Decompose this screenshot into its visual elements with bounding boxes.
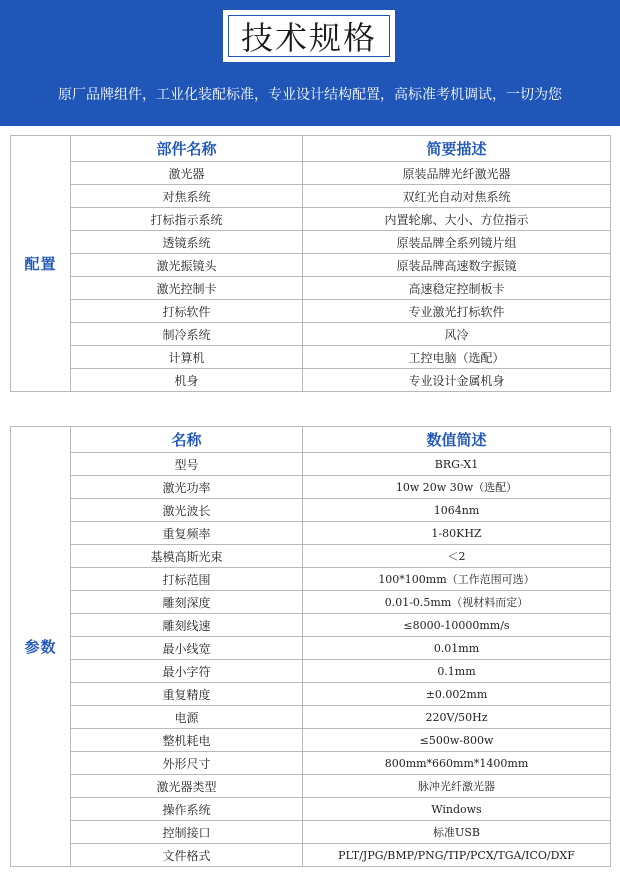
table-row bbox=[11, 752, 611, 775]
table-row bbox=[11, 277, 611, 300]
params-row-name: 重复精度 bbox=[71, 683, 303, 706]
table-row bbox=[11, 323, 611, 346]
params-row-value: 1-80KHZ bbox=[303, 522, 611, 545]
config-column-header: 简要描述 bbox=[303, 136, 611, 162]
table-row bbox=[11, 369, 611, 392]
params-table bbox=[10, 426, 611, 867]
params-row-name: 文件格式 bbox=[71, 844, 303, 867]
params-row-value: 0.01mm bbox=[303, 637, 611, 660]
params-row-name: 雕刻深度 bbox=[71, 591, 303, 614]
title-frame bbox=[223, 10, 395, 62]
table-row bbox=[11, 637, 611, 660]
params-row-name: 最小线宽 bbox=[71, 637, 303, 660]
table-row bbox=[11, 254, 611, 277]
params-row-name: 重复频率 bbox=[71, 522, 303, 545]
table-row bbox=[11, 729, 611, 752]
params-row-value: ≤8000-10000mm/s bbox=[303, 614, 611, 637]
params-row-name: 外形尺寸 bbox=[71, 752, 303, 775]
config-section-label: 配置 bbox=[11, 136, 71, 392]
params-row-value: 脉冲光纤激光器 bbox=[303, 775, 611, 798]
table-row bbox=[11, 844, 611, 867]
params-row-value: 0.01-0.5mm（视材料而定） bbox=[303, 591, 611, 614]
params-row-name: 操作系统 bbox=[71, 798, 303, 821]
params-row-value: ±0.002mm bbox=[303, 683, 611, 706]
table-row bbox=[11, 821, 611, 844]
config-row-value: 专业激光打标软件 bbox=[303, 300, 611, 323]
params-row-name: 型号 bbox=[71, 453, 303, 476]
config-row-name: 激光器 bbox=[71, 162, 303, 185]
config-row-value: 原装品牌光纤激光器 bbox=[303, 162, 611, 185]
table-row bbox=[11, 300, 611, 323]
table-row bbox=[11, 660, 611, 683]
params-row-value: 220V/50Hz bbox=[303, 706, 611, 729]
params-row-value: 0.1mm bbox=[303, 660, 611, 683]
config-row-value: 工控电脑（选配） bbox=[303, 346, 611, 369]
params-row-value: PLT/JPG/BMP/PNG/TIP/PCX/TGA/ICO/DXF bbox=[303, 844, 611, 867]
table-row bbox=[11, 706, 611, 729]
config-row-name: 计算机 bbox=[71, 346, 303, 369]
params-row-name: 控制接口 bbox=[71, 821, 303, 844]
config-row-value: 原装品牌全系列镜片组 bbox=[303, 231, 611, 254]
table-row bbox=[11, 568, 611, 591]
params-header-row bbox=[11, 427, 611, 453]
params-row-name: 最小字符 bbox=[71, 660, 303, 683]
params-row-name: 雕刻线速 bbox=[71, 614, 303, 637]
config-row-value: 双红光自动对焦系统 bbox=[303, 185, 611, 208]
config-row-value: 风冷 bbox=[303, 323, 611, 346]
table-row bbox=[11, 775, 611, 798]
params-row-value: 标准USB bbox=[303, 821, 611, 844]
params-row-value: 800mm*660mm*1400mm bbox=[303, 752, 611, 775]
table-row bbox=[11, 499, 611, 522]
table-row bbox=[11, 185, 611, 208]
params-row-value: ＜2 bbox=[303, 545, 611, 568]
params-row-name: 激光波长 bbox=[71, 499, 303, 522]
params-row-value: Windows bbox=[303, 798, 611, 821]
config-table bbox=[10, 135, 611, 392]
params-row-value: 1064nm bbox=[303, 499, 611, 522]
table-row bbox=[11, 545, 611, 568]
params-row-name: 基模高斯光束 bbox=[71, 545, 303, 568]
config-row-value: 内置轮廓、大小、方位指示 bbox=[303, 208, 611, 231]
page-title: 技术规格 bbox=[228, 15, 390, 57]
header-banner bbox=[0, 0, 620, 126]
params-column-header: 数值简述 bbox=[303, 427, 611, 453]
config-row-name: 机身 bbox=[71, 369, 303, 392]
table-row bbox=[11, 591, 611, 614]
params-row-value: BRG-X1 bbox=[303, 453, 611, 476]
table-row bbox=[11, 208, 611, 231]
table-row bbox=[11, 231, 611, 254]
config-row-name: 打标软件 bbox=[71, 300, 303, 323]
table-row bbox=[11, 522, 611, 545]
table-row bbox=[11, 346, 611, 369]
table-row bbox=[11, 798, 611, 821]
table-row bbox=[11, 162, 611, 185]
config-row-name: 激光控制卡 bbox=[71, 277, 303, 300]
params-column-header: 名称 bbox=[71, 427, 303, 453]
params-row-name: 电源 bbox=[71, 706, 303, 729]
config-row-value: 专业设计金属机身 bbox=[303, 369, 611, 392]
config-header-row bbox=[11, 136, 611, 162]
config-row-name: 激光振镜头 bbox=[71, 254, 303, 277]
config-row-name: 制冷系统 bbox=[71, 323, 303, 346]
config-column-header: 部件名称 bbox=[71, 136, 303, 162]
params-row-value: ≤500w-800w bbox=[303, 729, 611, 752]
table-row bbox=[11, 614, 611, 637]
config-row-name: 对焦系统 bbox=[71, 185, 303, 208]
params-section-label: 参数 bbox=[11, 427, 71, 867]
banner-subtitle: 原厂品牌组件，工业化装配标准，专业设计结构配置，高标准考机调试，一切为您 bbox=[58, 87, 562, 103]
config-row-value: 原装品牌高速数字振镜 bbox=[303, 254, 611, 277]
params-row-name: 激光功率 bbox=[71, 476, 303, 499]
config-row-name: 透镜系统 bbox=[71, 231, 303, 254]
params-row-name: 激光器类型 bbox=[71, 775, 303, 798]
params-row-value: 100*100mm（工作范围可选） bbox=[303, 568, 611, 591]
table-row bbox=[11, 683, 611, 706]
table-row bbox=[11, 476, 611, 499]
table-row bbox=[11, 453, 611, 476]
config-row-value: 高速稳定控制板卡 bbox=[303, 277, 611, 300]
config-row-name: 打标指示系统 bbox=[71, 208, 303, 231]
params-row-name: 整机耗电 bbox=[71, 729, 303, 752]
params-row-value: 10w 20w 30w（选配） bbox=[303, 476, 611, 499]
params-row-name: 打标范围 bbox=[71, 568, 303, 591]
